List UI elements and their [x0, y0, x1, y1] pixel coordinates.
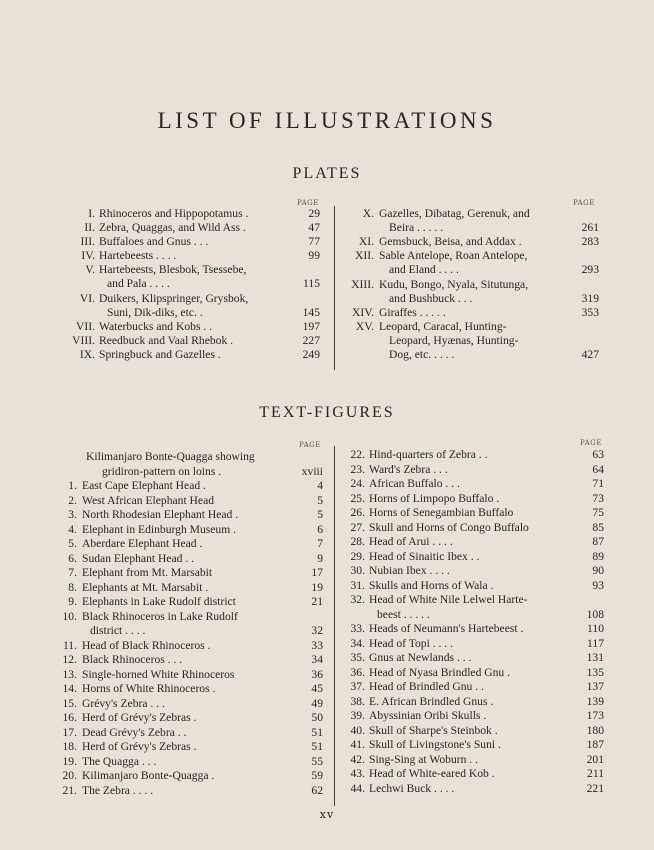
entry-page: 283: [581, 235, 599, 249]
entry-number: 31.: [350, 578, 365, 592]
entry-title-line: Sudan Elephant Head . .: [82, 551, 195, 565]
entry-page: 139: [586, 694, 604, 708]
entry-page: xviii: [301, 464, 323, 478]
entry-page: 59: [311, 769, 323, 782]
entry-page: 5: [317, 508, 323, 521]
entry-page: 32: [311, 624, 323, 637]
entry-number: 41.: [350, 738, 365, 751]
entry-title-line: The Zebra . . . .: [82, 783, 154, 797]
entry-number: 37.: [350, 680, 365, 693]
entry-number: 17.: [62, 725, 77, 739]
entry-page: 5: [317, 493, 323, 507]
entry-number: VIII.: [72, 333, 95, 347]
entry-page: 34: [311, 653, 323, 666]
entry-number: 1.: [68, 479, 77, 492]
entry-number: 36.: [350, 665, 365, 679]
entry-number: 14.: [62, 682, 77, 695]
entry-title-line: and Pala . . . .: [107, 277, 170, 291]
entry-number: 7.: [68, 566, 77, 579]
figure-entry: [0, 753, 654, 768]
entry-title-line: Head of Brindled Gnu . .: [369, 680, 484, 693]
entry-title-line: Abyssinian Oribi Skulls .: [369, 709, 487, 722]
entry-page: 99: [308, 249, 320, 263]
figure-entry: [0, 666, 654, 681]
entry-title-line: Sing-Sing at Woburn . .: [369, 752, 478, 766]
entry-number: 2.: [68, 493, 77, 507]
entry-title-line: Suni, Dik-diks, etc. .: [107, 305, 203, 319]
entry-number: 40.: [350, 723, 365, 737]
figure-entry: [0, 637, 654, 652]
entry-number: 6.: [68, 551, 77, 565]
entry-title-line: Skulls and Horns of Wala .: [369, 578, 494, 592]
entry-number: XIII.: [351, 277, 374, 291]
entry-number: I.: [88, 207, 95, 220]
entry-number: 19.: [62, 754, 77, 768]
figure-entry: [0, 579, 654, 594]
entry-page: 49: [311, 696, 323, 710]
entry-title-line: West African Elephant Head: [82, 493, 215, 507]
figures-page-label-left: PAGE: [299, 441, 321, 449]
entry-number: 33.: [350, 622, 365, 635]
entry-number: 15.: [62, 696, 77, 710]
entry-number: 22.: [350, 448, 365, 461]
entry-title-line: E. African Brindled Gnus .: [369, 694, 494, 708]
entry-title-line: Skull and Horns of Congo Buffalo: [369, 520, 529, 534]
figure-entry: [0, 767, 654, 782]
entry-title-line: Springbuck and Gazelles .: [99, 348, 221, 361]
plate-entry: [0, 278, 654, 306]
entry-title-line: Dog, etc. . . . .: [389, 347, 455, 361]
entry-title-line: North Rhodesian Elephant Head .: [82, 508, 239, 521]
entry-number: 3.: [68, 508, 77, 521]
entry-title-line: Sable Antelope, Roan Antelope,: [379, 249, 528, 263]
entry-title-line: Horns of Limpopo Buffalo .: [369, 491, 500, 505]
entry-title-line: beest . . . . .: [377, 607, 430, 621]
entry-page: 108: [586, 607, 604, 621]
plate-entry: [0, 235, 654, 249]
entry-title-line: Elephant from Mt. Marsabit: [82, 566, 213, 579]
entry-number: XIV.: [351, 305, 374, 319]
figure-entry: [0, 477, 654, 492]
entry-page: 110: [587, 622, 604, 635]
entry-title-line: and Eland . . . .: [389, 263, 459, 277]
entry-page: 187: [586, 738, 604, 751]
figure-entry: [0, 535, 654, 550]
entry-page: 197: [302, 319, 320, 333]
entry-title-line: Lechwi Buck . . . .: [369, 781, 455, 795]
plate-entry: [0, 320, 654, 362]
entry-number: 35.: [350, 651, 365, 664]
entry-number: X.: [362, 207, 374, 220]
entry-page: 85: [592, 520, 604, 534]
entry-title-line: Head of White Nile Lelwel Harte-: [369, 593, 528, 606]
page-title: LIST OF ILLUSTRATIONS: [157, 108, 497, 133]
entry-title-line: Grévy's Zebra . . .: [82, 696, 165, 710]
entry-title-line: Head of Black Rhinoceros .: [82, 638, 211, 652]
entry-title-line: Horns of Senegambian Buffalo: [369, 506, 514, 519]
entry-title-line: Elephants in Lake Rudolf district: [82, 595, 236, 608]
entry-number: XII.: [355, 249, 374, 263]
entry-number: 28.: [350, 535, 365, 548]
figure-entry: [0, 593, 654, 622]
figure-entry: [0, 550, 654, 565]
entry-title-line: Giraffes . . . . .: [379, 305, 446, 319]
entry-title-line: district . . . .: [90, 624, 146, 637]
entry-number: 11.: [62, 638, 77, 652]
entry-title-line: Aberdare Elephant Head .: [82, 537, 203, 550]
entry-title-line: Buffaloes and Gnus . . .: [99, 235, 209, 249]
page-number: xv: [319, 808, 335, 821]
entry-number: 44.: [350, 781, 365, 795]
entry-page: 145: [302, 305, 320, 319]
entry-page: 62: [311, 783, 323, 797]
plates-heading: PLATES: [292, 165, 362, 182]
entry-page: 93: [592, 578, 604, 592]
entry-page: 51: [311, 740, 323, 753]
entry-title-line: Black Rhinoceros . . .: [82, 653, 183, 666]
entry-title-line: The Quagga . . .: [82, 754, 157, 768]
entry-title-line: Hind-quarters of Zebra . .: [369, 448, 488, 461]
plates-page-label-left: PAGE: [297, 199, 319, 207]
entry-number: 21.: [62, 783, 77, 797]
entry-page: 117: [587, 636, 604, 650]
entry-number: 23.: [350, 462, 365, 476]
entry-page: 45: [311, 682, 323, 695]
entry-title-line: Ward's Zebra . . .: [369, 462, 448, 476]
figure-entry: [0, 651, 654, 666]
entry-number: 42.: [350, 752, 365, 766]
entry-title-line: Kilimanjaro Bonte-Quagga showing: [86, 450, 255, 463]
figure-entry: [0, 521, 654, 536]
entry-page: 55: [311, 754, 323, 768]
figure-entry: [0, 724, 654, 739]
entry-title-line: Gemsbuck, Beisa, and Addax .: [379, 235, 522, 249]
entry-number: 32.: [350, 593, 365, 606]
entry-number: 29.: [350, 549, 365, 563]
entry-title-line: Kudu, Bongo, Nyala, Situtunga,: [379, 277, 529, 291]
entry-page: 47: [308, 221, 320, 235]
entry-page: 293: [581, 263, 599, 277]
entry-number: 9.: [68, 595, 77, 608]
figure-entry: [0, 448, 654, 463]
entry-title-line: Rhinoceros and Hippopotamus .: [99, 207, 249, 220]
entry-page: 201: [586, 752, 604, 766]
entry-title-line: Head of Sinaitic Ibex . .: [369, 549, 480, 563]
entry-page: 36: [311, 667, 323, 681]
entry-number: 25.: [350, 491, 365, 505]
entry-page: 135: [586, 665, 604, 679]
entry-title-line: Leopard, Hyænas, Hunting-: [389, 333, 519, 347]
entry-number: 13.: [62, 667, 77, 681]
text-figures-heading: TEXT-FIGURES: [259, 404, 395, 421]
entry-number: XV.: [355, 319, 374, 333]
entry-page: 115: [303, 277, 320, 291]
entry-title-line: Head of White-eared Kob .: [369, 767, 495, 780]
figure-entry: [0, 622, 654, 637]
entry-page: 6: [317, 522, 323, 536]
entry-page: 33: [311, 638, 323, 652]
entry-number: XI.: [358, 235, 374, 249]
entry-number: 39.: [350, 709, 365, 722]
entry-page: 17: [311, 566, 323, 579]
figure-entry: [0, 738, 654, 753]
entry-number: 43.: [350, 767, 365, 780]
entry-page: 211: [587, 767, 604, 780]
entry-page: 19: [311, 580, 323, 594]
entry-page: 87: [592, 535, 604, 548]
entry-title-line: Reedbuck and Vaal Rhebok .: [99, 333, 234, 347]
entry-page: 7: [317, 537, 323, 550]
entry-title-line: Head of Nyasa Brindled Gnu .: [369, 665, 511, 679]
figure-entry: [0, 463, 654, 478]
entry-page: 221: [586, 781, 604, 795]
entry-page: 73: [592, 491, 604, 505]
entry-page: 137: [586, 680, 604, 693]
figures-page-label-right: PAGE: [580, 439, 602, 447]
entry-title-line: Gnus at Newlands . . .: [369, 651, 472, 664]
entry-number: 18.: [62, 740, 77, 753]
figure-entry: [0, 564, 654, 579]
plate-entry: [0, 306, 654, 320]
entry-number: 38.: [350, 694, 365, 708]
entry-title-line: Waterbucks and Kobs . .: [99, 319, 213, 333]
entry-page: 173: [586, 709, 604, 722]
entry-title-line: Elephants at Mt. Marsabit .: [82, 580, 209, 594]
entry-number: 12.: [62, 653, 77, 666]
plate-entry: [0, 249, 654, 277]
entry-title-line: Skull of Livingstone's Suni .: [369, 738, 501, 751]
entry-title-line: African Buffalo . . .: [369, 477, 460, 490]
entry-title-line: Hartebeests . . . .: [99, 249, 177, 263]
entry-title-line: gridiron-pattern on loins .: [102, 464, 222, 478]
entry-page: 180: [586, 723, 604, 737]
entry-page: 89: [592, 549, 604, 563]
figure-entry: [0, 695, 654, 710]
entry-number: 4.: [68, 522, 77, 536]
entry-number: 26.: [350, 506, 365, 519]
figure-entry: [0, 492, 654, 507]
entry-number: 5.: [68, 537, 77, 550]
entry-page: 9: [317, 551, 323, 565]
figure-entry: [0, 506, 654, 521]
entry-number: 24.: [350, 477, 365, 490]
plates-page-label-right: PAGE: [573, 199, 595, 207]
entry-title-line: Leopard, Caracal, Hunting-: [379, 319, 507, 333]
figure-entry: [0, 709, 654, 724]
entry-page: 64: [592, 462, 604, 476]
entry-number: VI.: [79, 291, 95, 305]
entry-page: 227: [302, 333, 320, 347]
entry-title-line: Nubian Ibex . . . .: [369, 564, 450, 577]
entry-page: 319: [581, 291, 599, 305]
entry-page: 249: [302, 348, 320, 361]
entry-number: 8.: [68, 580, 77, 594]
entry-page: 90: [592, 564, 604, 577]
entry-page: 75: [592, 506, 604, 519]
entry-title-line: Herd of Grévy's Zebras .: [82, 711, 197, 724]
entry-title-line: Gazelles, Dibatag, Gerenuk, and: [379, 207, 530, 220]
entry-page: 29: [308, 207, 320, 220]
entry-page: 71: [592, 477, 604, 490]
entry-title-line: Duikers, Klipspringer, Grysbok,: [99, 291, 249, 305]
entry-page: 63: [592, 448, 604, 461]
entry-number: IX.: [79, 348, 95, 361]
entry-title-line: Head of Topi . . . .: [369, 636, 453, 650]
entry-number: 34.: [350, 636, 365, 650]
entry-page: 261: [581, 221, 599, 235]
entry-page: 427: [581, 347, 599, 361]
entry-title-line: Elephant in Edinburgh Museum .: [82, 522, 237, 536]
entry-number: II.: [84, 221, 95, 235]
entry-title-line: Dead Grévy's Zebra . .: [82, 725, 187, 739]
entry-page: 353: [581, 305, 599, 319]
plate-entry: [0, 207, 654, 235]
entry-page: 21: [311, 595, 323, 608]
entry-title-line: Black Rhinoceros in Lake Rudolf: [82, 609, 238, 623]
entry-title-line: Heads of Neumann's Hartebeest .: [369, 622, 524, 635]
entry-title-line: Zebra, Quaggas, and Wild Ass .: [99, 221, 246, 235]
entry-page: 50: [311, 711, 323, 724]
entry-number: 27.: [350, 520, 365, 534]
figure-entry: [0, 782, 654, 797]
entry-page: 51: [311, 725, 323, 739]
entry-title-line: Kilimanjaro Bonte-Quagga .: [82, 769, 215, 782]
figure-entry: [0, 680, 654, 695]
entry-title-line: and Bushbuck . . .: [389, 291, 473, 305]
entry-page: 131: [586, 651, 604, 664]
entry-number: 16.: [62, 711, 77, 724]
entry-number: III.: [80, 235, 95, 249]
entry-title-line: Horns of White Rhinoceros .: [82, 682, 216, 695]
entry-title-line: Skull of Sharpe's Steinbok .: [369, 723, 498, 737]
entry-title-line: East Cape Elephant Head .: [82, 479, 206, 492]
entry-page: 77: [308, 235, 320, 249]
entry-title-line: Beira . . . . .: [389, 221, 444, 235]
entry-number: VII.: [76, 319, 95, 333]
entry-number: IV.: [81, 249, 95, 263]
entry-page: 4: [317, 479, 323, 492]
entry-title-line: Head of Arui . . . .: [369, 535, 453, 548]
entry-title-line: Hartebeests, Blesbok, Tsessebe,: [99, 263, 247, 277]
entry-number: 10.: [62, 609, 77, 623]
entry-number: 30.: [350, 564, 365, 577]
entry-number: V.: [85, 263, 95, 277]
entry-title-line: Single-horned White Rhinoceros: [82, 667, 235, 681]
entry-title-line: Herd of Grévy's Zebras .: [82, 740, 197, 753]
entry-number: 20.: [62, 769, 77, 782]
